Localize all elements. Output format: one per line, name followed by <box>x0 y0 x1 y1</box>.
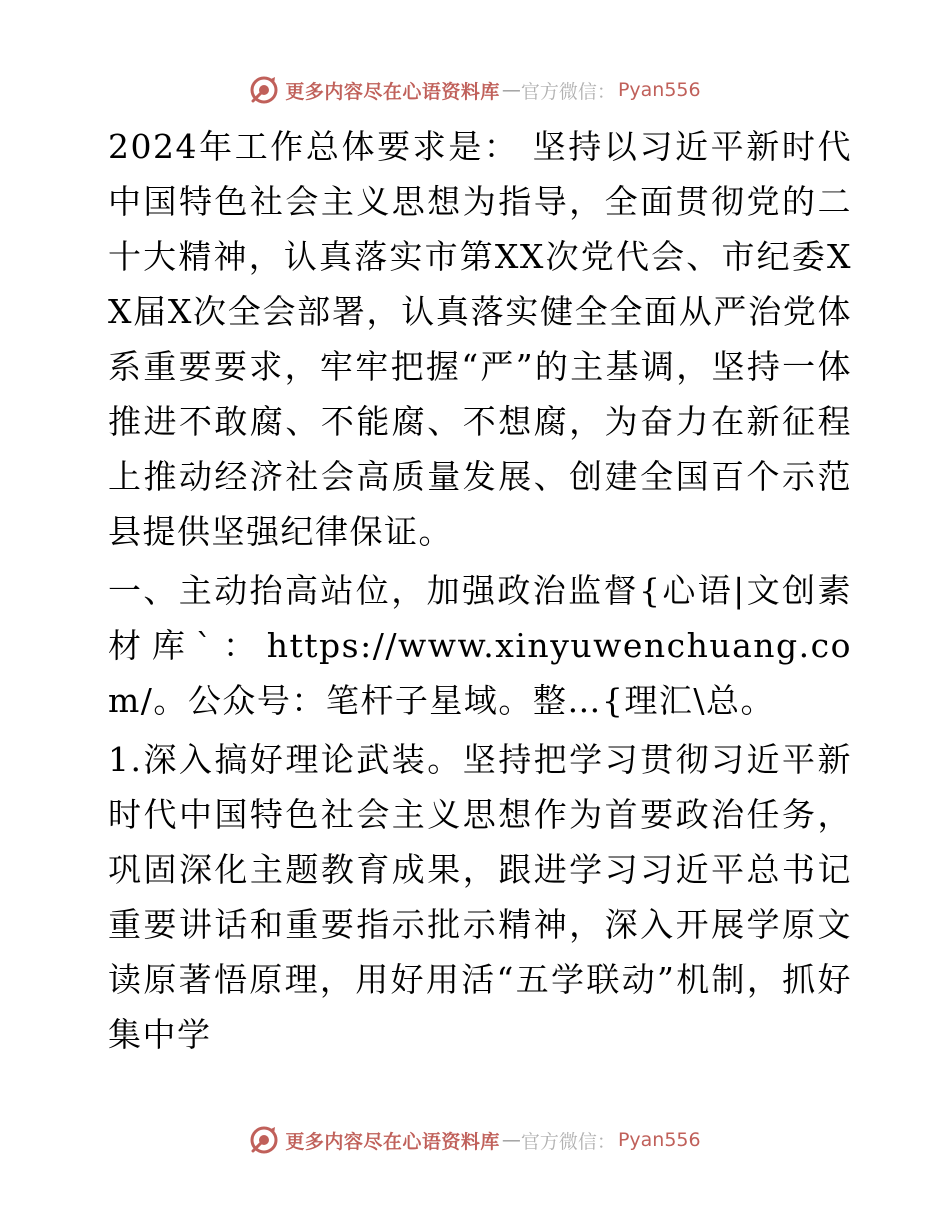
header-watermark <box>0 70 950 110</box>
brand-logo-icon <box>249 75 279 105</box>
paragraph-general-requirements: 2024年工作总体要求是： 坚持以习近平新时代中国特色社会主义思想为指导，全面贯彻党的二十大精神，认真落实市第XX次党代会、市纪委XX届X次全会部署，认真落实健全全面从严治党体系重要要求，牢牢把握“严”的主基调，坚持一体推进不敢腐、不能腐、不想腐，为奋力在新征程上推动经济社会高质量发展、创建全国百个示范县提供坚强纪律保证。 <box>108 127 852 551</box>
paragraph-item-1: 1.深入搞好理论武装。坚持把学习贯彻习近平新时代中国特色社会主义思想作为首要政治任务，巩固深化主题教育成果，跟进学习习近平总书记重要讲话和重要指示批示精神，深入开展学原文读原著悟原理，用好用活“五学联动”机制，抓好集中学 <box>108 740 852 1054</box>
paragraph-section-heading-1: 一、主动抬高站位，加强政治监督{心语|文创素材库`：https://www.xinyuwenchuang.com/。公众号：笔杆子星域。整…{理汇\总。 <box>108 571 852 720</box>
watermark-wechat-id: Pyan556 <box>617 79 701 101</box>
watermark-lead-text: 更多内容尽在心语资料库 <box>285 80 500 103</box>
watermark-lead-text: 更多内容尽在心语资料库 <box>285 1130 500 1153</box>
watermark-wechat-label: 官方微信： <box>520 1130 616 1153</box>
watermark-wechat-label: 官方微信： <box>520 80 616 103</box>
brand-logo-icon <box>249 1125 279 1155</box>
watermark-separator: — <box>501 79 519 101</box>
footer-watermark <box>0 1120 950 1160</box>
document-body <box>100 119 852 1066</box>
watermark-wechat-id: Pyan556 <box>617 1129 701 1151</box>
watermark-separator: — <box>501 1129 519 1151</box>
